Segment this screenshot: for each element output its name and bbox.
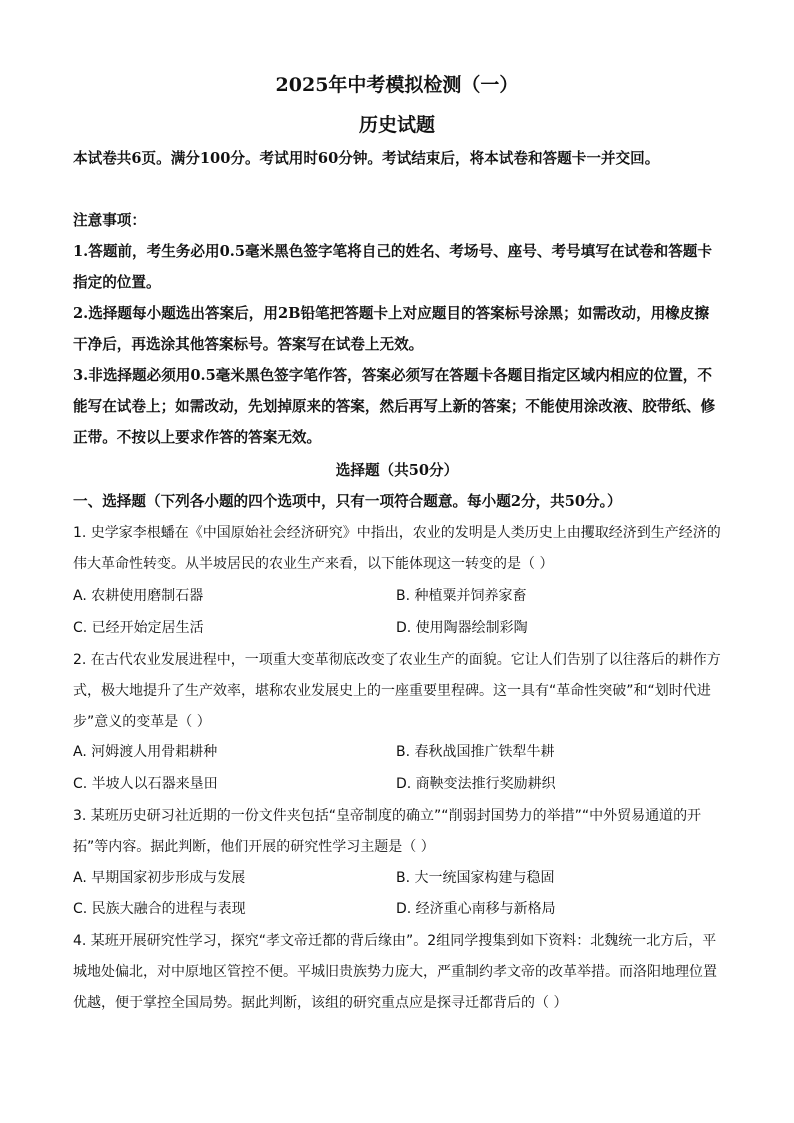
- question-1-option-a[interactable]: A. 农耕使用磨制石器: [73, 588, 204, 604]
- question-2-option-b[interactable]: B. 春秋战国推广铁犁牛耕: [396, 744, 555, 760]
- question-3-stem: 3. 某班历史研习社近期的一份文件夹包括“皇帝制度的确立”“削弱封国势力的举措”“中外贸易通道的开拓”等内容。据此判断，他们开展的研究性学习主题是（ ）: [73, 808, 702, 855]
- question-1-stem: 1. 史学家李根蟠在《中国原始社会经济研究》中指出，农业的发明是人类历史上由攫取经济到生产经济的伟大革命性转变。从半坡居民的农业生产来看，以下能体现这一转变的是（ ）: [73, 525, 721, 572]
- question-2-option-d[interactable]: D. 商鞅变法推行奖励耕织: [396, 776, 556, 792]
- note-3: 3.非选择题必须用0.5毫米黑色签字笔作答，答案必须写在答题卡各题目指定区域内相应的位置，不能写在试卷上；如需改动，先划掉原来的答案，然后再写上新的答案；不能使用涂改液、胶带纸、修正带。不按以上要求作答的答案无效。: [73, 367, 716, 446]
- question-2-stem: 2. 在古代农业发展进程中，一项重大变革彻底改变了农业生产的面貌。它让人们告别了以往落后的耕作方式，极大地提升了生产效率，堪称农业发展史上的一座重要里程碑。这一具有“革命性突破”和“划时代进步”意义的变革是（ ）: [73, 652, 721, 730]
- question-4-stem: 4. 某班开展研究性学习，探究“孝文帝迁都的背后缘由”。2组同学搜集到如下资料：北魏统一北方后，平城地处偏北，对中原地区管控不便。平城旧贵族势力庞大，严重制约孝文帝的改革举措。而洛阳地理位置优越，便于掌控全国局势。据此判断，该组的研究重点应是探寻迁都背后的（ ）: [73, 933, 717, 1011]
- exam-subject: 历史试题: [358, 114, 435, 136]
- note-2: 2.选择题每小题选出答案后，用2B铅笔把答题卡上对应题目的答案标号涂黑；如需改动，用橡皮擦干净后，再选涂其他答案标号。答案写在试卷上无效。: [73, 305, 710, 353]
- question-1-option-b[interactable]: B. 种植粟并饲养家畜: [396, 588, 527, 604]
- section-title: 选择题（共50分）: [335, 462, 459, 479]
- question-2-option-a[interactable]: A. 河姆渡人用骨耜耕种: [73, 744, 218, 760]
- exam-info: 本试卷共6页。满分100分。考试用时60分钟。考试结束后，将本试卷和答题卡一并交回。: [73, 150, 660, 167]
- question-1-option-d[interactable]: D. 使用陶器绘制彩陶: [396, 620, 528, 636]
- notes-heading: 注意事项：: [73, 212, 146, 229]
- note-1: 1.答题前，考生务必用0.5毫米黑色签字笔将自己的姓名、考场号、座号、考号填写在试卷和答题卡指定的位置。: [73, 243, 712, 291]
- section-heading: 一、选择题（下列各小题的四个选项中，只有一项符合题意。每小题2分，共50分。）: [73, 493, 622, 510]
- question-2-option-c[interactable]: C. 半坡人以石器来垦田: [73, 776, 218, 792]
- question-3-option-b[interactable]: B. 大一统国家构建与稳固: [396, 870, 555, 886]
- question-1-option-c[interactable]: C. 已经开始定居生活: [73, 620, 204, 636]
- exam-title: 2025年中考模拟检测（一）: [275, 74, 519, 96]
- question-3-option-a[interactable]: A. 早期国家初步形成与发展: [73, 870, 246, 886]
- question-3-option-c[interactable]: C. 民族大融合的进程与表现: [73, 901, 246, 917]
- question-3-option-d[interactable]: D. 经济重心南移与新格局: [396, 901, 556, 917]
